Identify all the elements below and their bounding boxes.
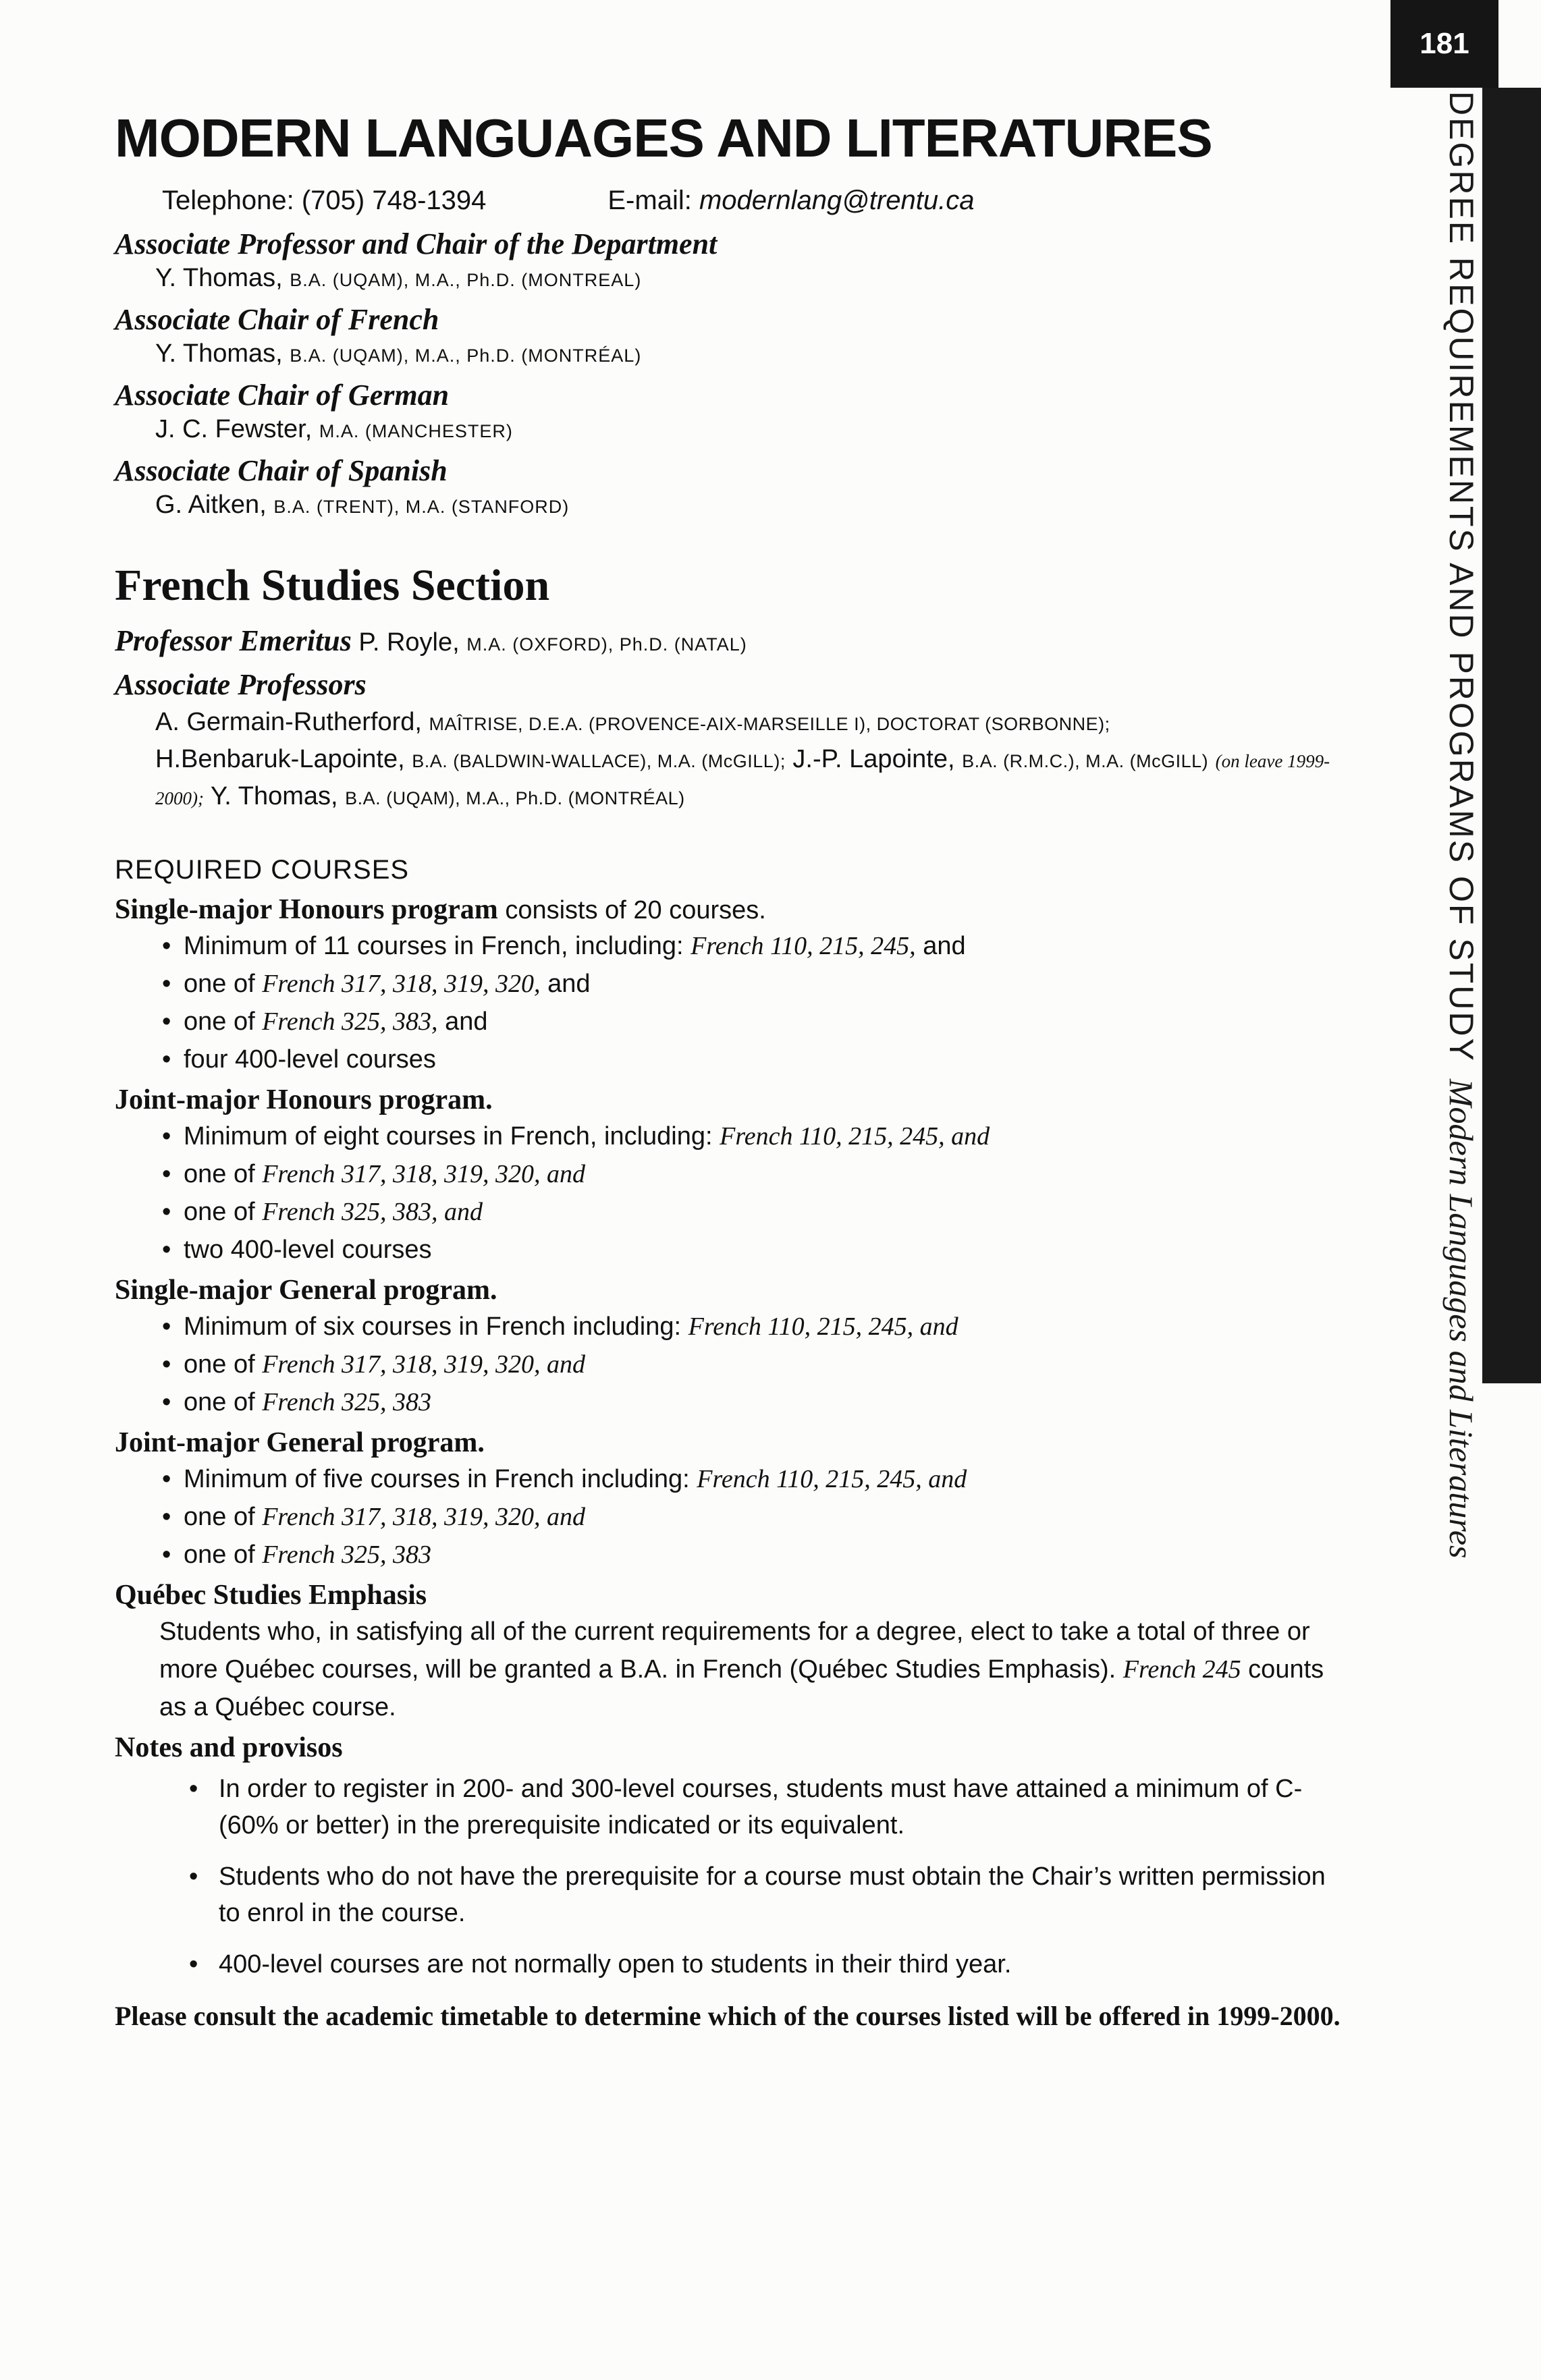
person-credentials: B.A. (R.M.C.), M.A. (McGILL) bbox=[962, 751, 1209, 771]
list-item: • one of French 317, 318, 319, 320, and bbox=[162, 1155, 1377, 1193]
note-item: • 400-level courses are not normally open to students in their third year. bbox=[189, 1946, 1350, 1983]
role-title: Associate Chair of French bbox=[115, 303, 439, 336]
list-item: • one of French 317, 318, 319, 320, and bbox=[162, 1346, 1377, 1383]
email-label: E-mail: bbox=[607, 186, 692, 215]
person-credentials: B.A. (TRENT), M.A. (STANFORD) bbox=[273, 497, 570, 517]
telephone: Telephone: (705) 748-1394 bbox=[162, 186, 487, 215]
program-heading bbox=[115, 1084, 1377, 1116]
leave-note: (on leave 1999-2000); bbox=[155, 751, 1330, 808]
note-item: • Students who do not have the prerequisite for a course must obtain the Chair’s written permission to enrol in the course. bbox=[189, 1858, 1350, 1931]
list-item: • one of French 325, 383 bbox=[162, 1383, 1377, 1421]
associate-professors-list bbox=[155, 704, 1357, 816]
contact-line bbox=[162, 186, 1377, 216]
role-person bbox=[155, 491, 1377, 520]
program-name: Single-major Honours program bbox=[115, 894, 498, 925]
associate-professors-label: Associate Professors bbox=[115, 668, 367, 701]
notes-list bbox=[189, 1771, 1350, 1983]
emeritus-credentials: M.A. (OXFORD), Ph.D. (NATAL) bbox=[466, 634, 747, 655]
program-name: Joint-major General program. bbox=[115, 1427, 485, 1458]
program-requirements bbox=[162, 1308, 1377, 1421]
role-block bbox=[115, 227, 1377, 293]
person-name: Y. Thomas, bbox=[210, 782, 338, 810]
person-name: G. Aitken, bbox=[155, 491, 267, 519]
program-block bbox=[115, 1427, 1377, 1574]
list-item: • Minimum of six courses in French including: French 110, 215, 245, and bbox=[162, 1308, 1377, 1346]
role-person bbox=[155, 415, 1377, 444]
section-title: French Studies Section bbox=[115, 561, 550, 610]
list-item: • one of French 317, 318, 319, 320, and bbox=[162, 965, 1377, 1003]
person-credentials: MAÎTRISE, D.E.A. (PROVENCE-AIX-MARSEILLE I), DOCTORAT (SORBONNE); bbox=[429, 714, 1110, 734]
person-name: H.Benbaruk-Lapointe, bbox=[155, 745, 405, 773]
role-block bbox=[115, 302, 1377, 368]
person-name: J.-P. Lapointe, bbox=[792, 745, 955, 773]
program-heading bbox=[115, 893, 1377, 926]
note-item: • In order to register in 200- and 300-level courses, students must have attained a minimum of C- (60% or better) in the prerequisite indicated or its equivalent. bbox=[189, 1771, 1350, 1844]
side-section-title: DEGREE REQUIREMENTS AND PROGRAMS OF STUDY bbox=[1442, 91, 1480, 1063]
notes-heading: Notes and provisos bbox=[115, 1732, 343, 1763]
program-block bbox=[115, 893, 1377, 1078]
list-item: • one of French 325, 383, and bbox=[162, 1003, 1377, 1041]
page-number: 181 bbox=[1390, 0, 1498, 88]
program-requirements bbox=[162, 1117, 1377, 1269]
program-block bbox=[115, 1274, 1377, 1421]
emeritus-name: P. Royle, bbox=[358, 628, 460, 657]
closing-statement: Please consult the academic timetable to determine which of the courses listed will be offered in 1999-2000. bbox=[115, 2001, 1341, 2031]
required-courses-label: REQUIRED COURSES bbox=[115, 855, 410, 885]
role-title: Associate Professor and Chair of the Department bbox=[115, 227, 718, 260]
email-address: modernlang@trentu.ca bbox=[699, 186, 975, 215]
person-name: Y. Thomas, bbox=[155, 339, 283, 368]
role-person bbox=[155, 339, 1377, 368]
person-name: Y. Thomas, bbox=[155, 264, 283, 292]
list-item: • one of French 325, 383, and bbox=[162, 1193, 1377, 1231]
person-credentials: B.A. (BALDWIN-WALLACE), M.A. (McGILL); bbox=[412, 751, 786, 771]
side-black-bar bbox=[1482, 88, 1541, 1383]
list-item: • two 400-level courses bbox=[162, 1231, 1377, 1269]
program-note: consists of 20 courses. bbox=[497, 896, 766, 924]
role-block bbox=[115, 453, 1377, 520]
list-item: • Minimum of five courses in French including: French 110, 215, 245, and bbox=[162, 1460, 1377, 1498]
list-item: • one of French 317, 318, 319, 320, and bbox=[162, 1498, 1377, 1536]
quebec-emphasis bbox=[115, 1579, 1377, 1726]
program-requirements bbox=[162, 927, 1377, 1078]
list-item: • Minimum of 11 courses in French, including: French 110, 215, 245, and bbox=[162, 927, 1377, 965]
program-name: Joint-major Honours program. bbox=[115, 1084, 493, 1115]
emeritus-label: Professor Emeritus bbox=[115, 624, 352, 657]
list-item: • one of French 325, 383 bbox=[162, 1536, 1377, 1574]
role-title: Associate Chair of Spanish bbox=[115, 454, 448, 487]
role-person bbox=[155, 264, 1377, 293]
person-credentials: B.A. (UQAM), M.A., Ph.D. (MONTRÉAL) bbox=[290, 345, 642, 366]
program-block bbox=[115, 1084, 1377, 1269]
program-heading bbox=[115, 1427, 1377, 1459]
page-content bbox=[115, 108, 1377, 2035]
department-title: MODERN LANGUAGES AND LITERATURES bbox=[115, 108, 1212, 168]
role-title: Associate Chair of German bbox=[115, 379, 450, 412]
person-credentials: B.A. (UQAM), M.A., Ph.D. (MONTREAL) bbox=[290, 270, 642, 290]
person-credentials: B.A. (UQAM), M.A., Ph.D. (MONTRÉAL) bbox=[345, 788, 685, 808]
side-running-title bbox=[1444, 91, 1478, 1558]
notes-provisos bbox=[115, 1732, 1377, 1983]
professor-emeritus bbox=[115, 624, 1377, 658]
program-name: Single-major General program. bbox=[115, 1275, 497, 1306]
quebec-paragraph: Students who, in satisfying all of the current requirements for a degree, elect to take a total of three or more Québec courses, will be granted a B.A. in French (Québec Studies Emphasis). French 245 counts as a Québec course. bbox=[159, 1617, 1324, 1721]
role-block bbox=[115, 378, 1377, 444]
list-item: • Minimum of eight courses in French, including: French 110, 215, 245, and bbox=[162, 1117, 1377, 1155]
program-heading bbox=[115, 1274, 1377, 1306]
person-name: J. C. Fewster, bbox=[155, 415, 313, 443]
list-item: • four 400-level courses bbox=[162, 1041, 1377, 1078]
quebec-heading: Québec Studies Emphasis bbox=[115, 1580, 427, 1611]
side-subsection-title: Modern Languages and Literatures bbox=[1442, 1078, 1480, 1559]
person-name: A. Germain-Rutherford, bbox=[155, 708, 422, 736]
person-credentials: M.A. (MANCHESTER) bbox=[319, 421, 513, 441]
program-requirements bbox=[162, 1460, 1377, 1574]
